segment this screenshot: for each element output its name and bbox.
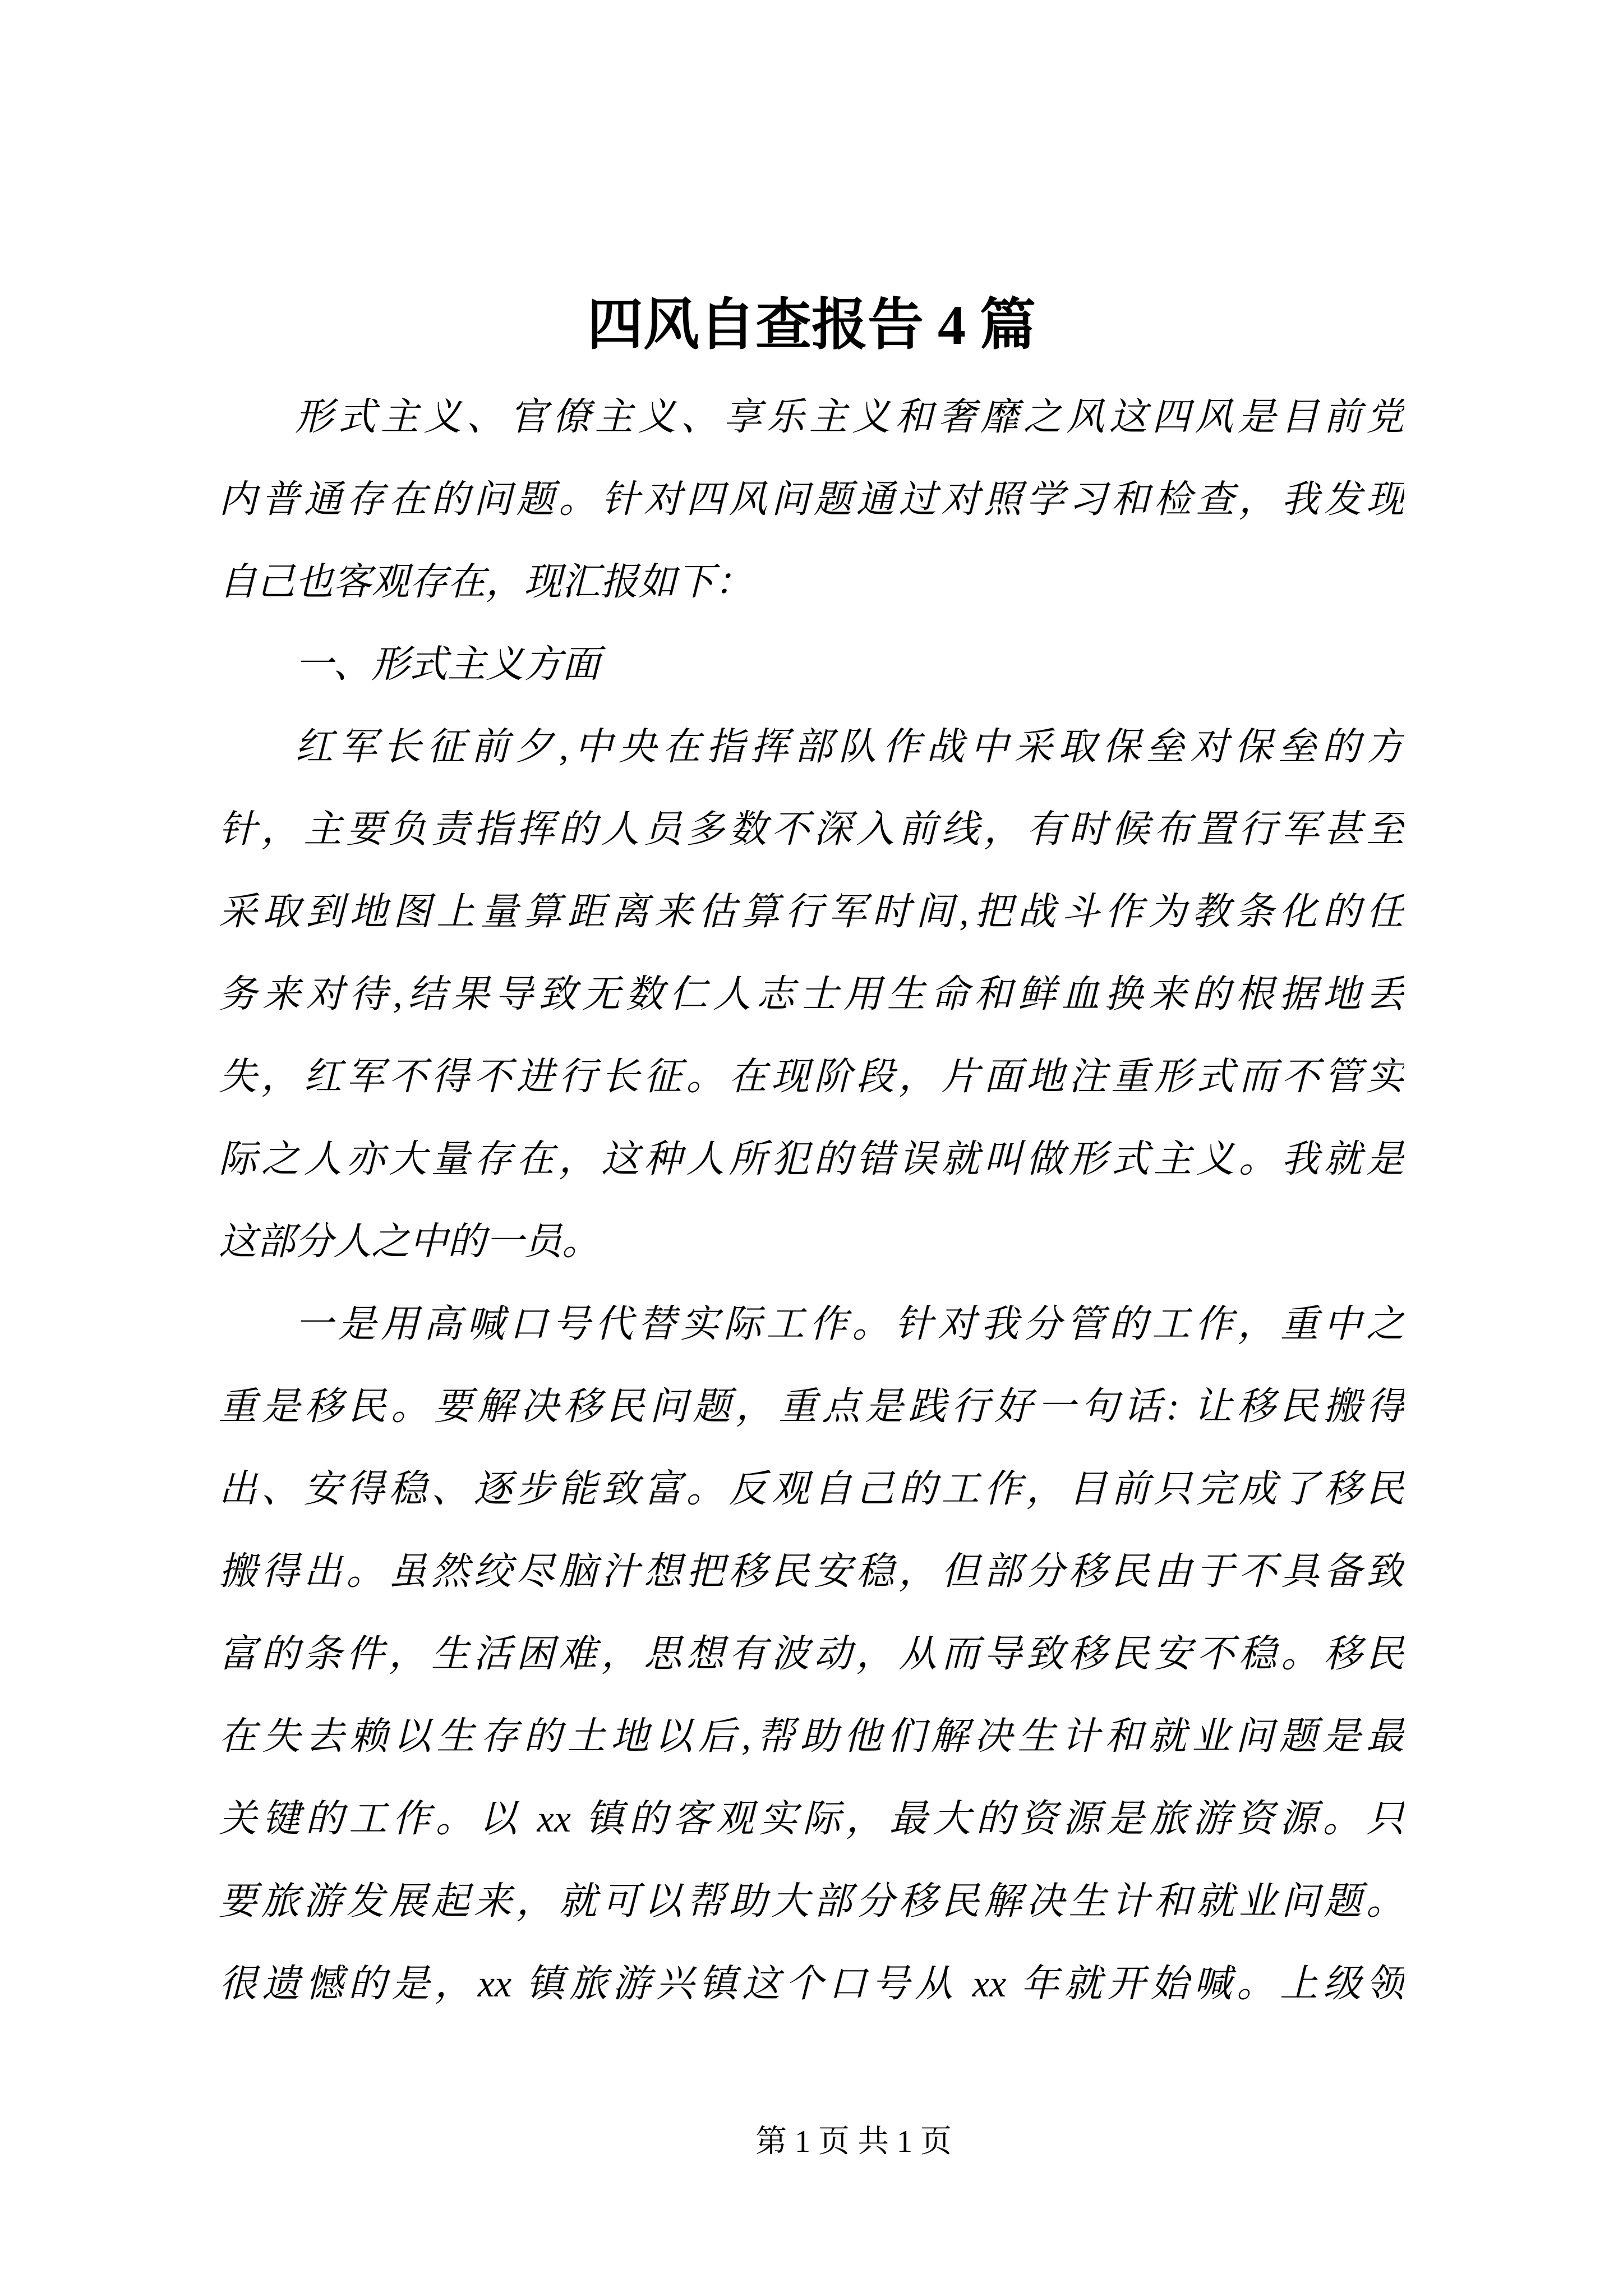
body-line: 在失去赖以生存的土地以后,帮助他们解决生计和就业问题是最 — [219, 1715, 1404, 1757]
page-footer: 第 1 页 共 1 页 — [755, 2124, 952, 2159]
document-body — [219, 376, 1404, 2025]
body-line: 出、安得稳、逐步能致富。反观自己的工作，目前只完成了移民 — [219, 1467, 1404, 1510]
body-line: 采取到地图上量算距离来估算行军时间,把战斗作为教条化的任 — [219, 890, 1404, 933]
body-line: 很遗憾的是，xx 镇旅游兴镇这个口号从 xx 年就开始喊。上级领 — [219, 1962, 1404, 2005]
body-line: 自己也客观存在，现汇报如下： — [219, 560, 753, 603]
body-line: 针，主要负责指挥的人员多数不深入前线，有时候布置行军甚至 — [219, 808, 1404, 850]
body-line: 红军长征前夕,中央在指挥部队作战中采取保垒对保垒的方 — [295, 725, 1404, 768]
body-line: 富的条件，生活困难，思想有波动，从而导致移民安不稳。移民 — [219, 1632, 1404, 1675]
section-heading: 一、形式主义方面 — [295, 643, 601, 685]
body-line: 内普通存在的问题。针对四风问题通过对照学习和检查，我发现 — [219, 478, 1404, 521]
body-line: 形式主义、官僚主义、享乐主义和奢靡之风这四风是目前党 — [295, 395, 1404, 438]
body-line: 失，红军不得不进行长征。在现阶段，片面地注重形式而不管实 — [219, 1055, 1404, 1098]
body-line: 这部分人之中的一员。 — [219, 1220, 601, 1263]
body-line: 际之人亦大量存在，这种人所犯的错误就叫做形式主义。我就是 — [219, 1138, 1404, 1180]
body-line: 要旅游发展起来，就可以帮助大部分移民解决生计和就业问题。 — [219, 1880, 1404, 1922]
body-line: 关键的工作。以 xx 镇的客观实际，最大的资源是旅游资源。只 — [219, 1797, 1404, 1840]
body-line: 重是移民。要解决移民问题，重点是践行好一句话: 让移民搬得 — [219, 1385, 1404, 1428]
body-line: 搬得出。虽然绞尽脑汁想把移民安稳，但部分移民由于不具备致 — [219, 1550, 1404, 1593]
body-line: 务来对待,结果导致无数仁人志士用生命和鲜血换来的根据地丢 — [219, 973, 1404, 1015]
document-title: 四风自查报告 4 篇 — [587, 294, 1036, 356]
body-line: 一是用高喊口号代替实际工作。针对我分管的工作，重中之 — [295, 1303, 1404, 1345]
